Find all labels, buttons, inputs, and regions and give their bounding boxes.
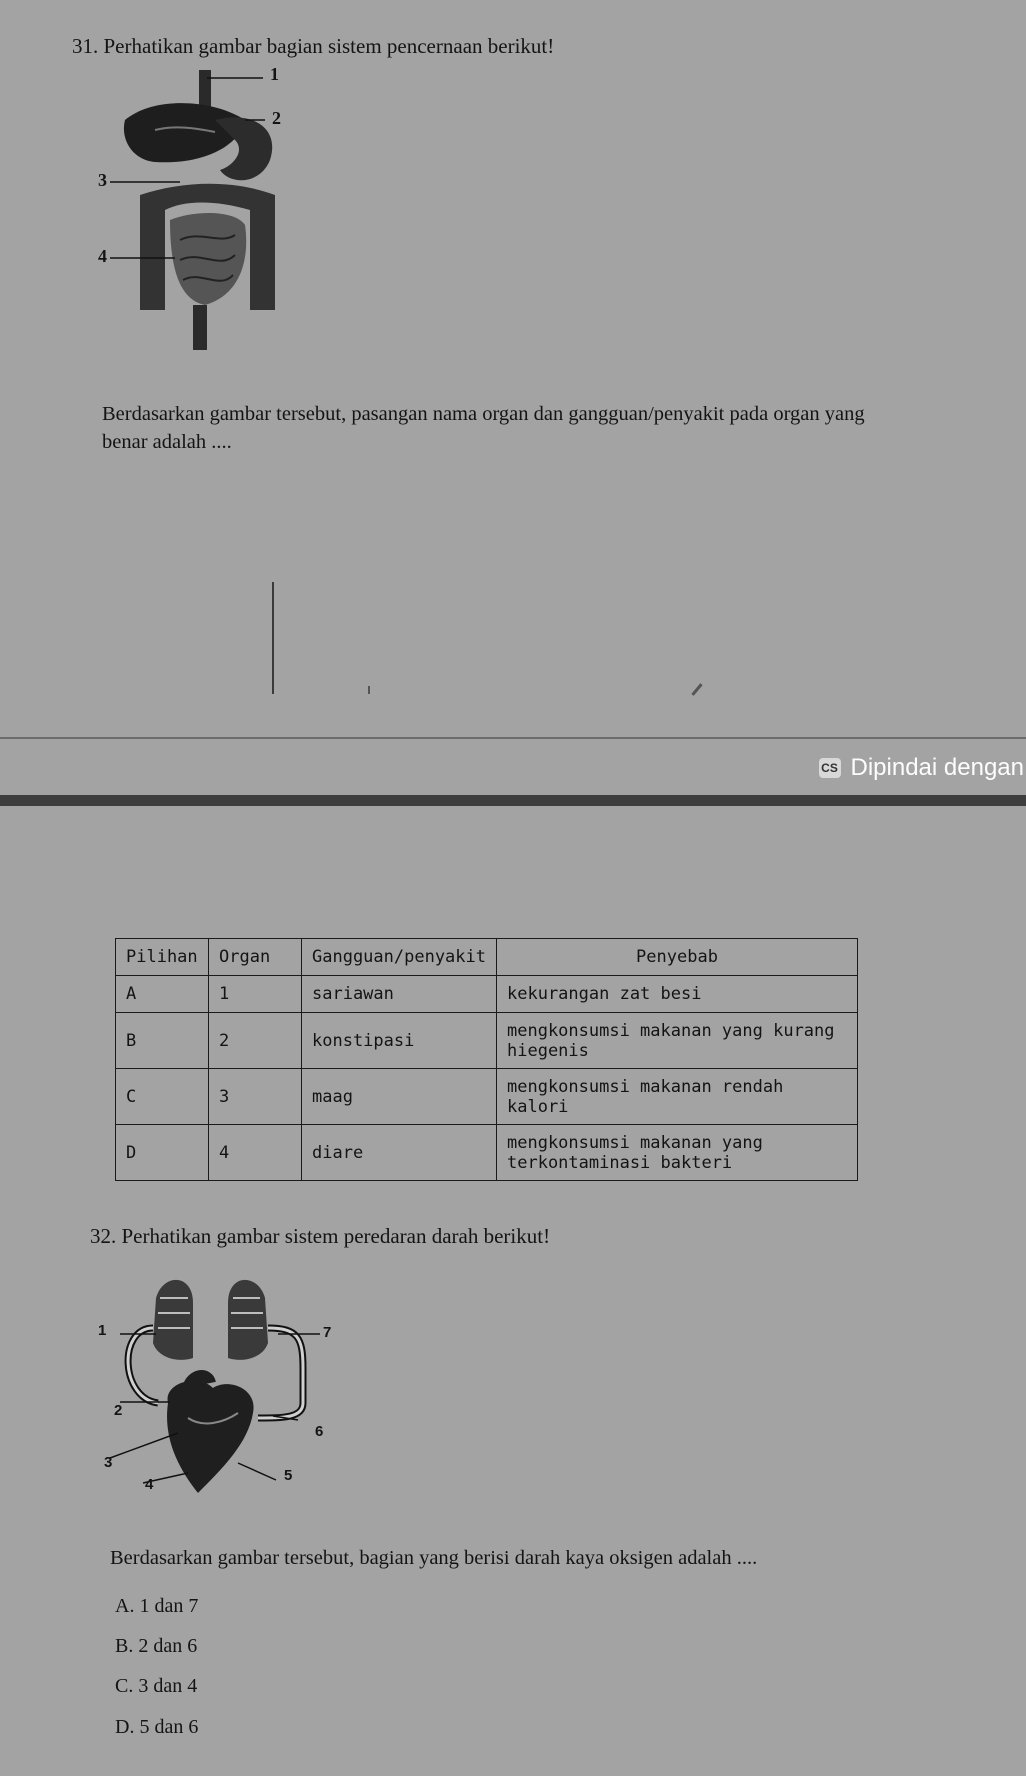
table-cell: sariawan	[302, 976, 497, 1013]
figure-label-3: 3	[98, 170, 107, 190]
question-31-title: 31. Perhatikan gambar bagian sistem pencernaan berikut!	[72, 34, 555, 58]
figure-label-4: 4	[98, 246, 107, 266]
figure-label-2: 2	[272, 108, 281, 128]
scan-artifact-line	[272, 582, 274, 694]
question-31-text-line-2: benar adalah ....	[102, 431, 232, 453]
option-c: C. 3 dan 4	[115, 1675, 198, 1697]
figure-label-7: 7	[323, 1324, 332, 1341]
option-d: D. 5 dan 6	[115, 1716, 199, 1738]
table-cell: mengkonsumsi makanan yang kurang hiegenis	[497, 1013, 858, 1069]
table-cell: 2	[209, 1013, 302, 1069]
table-cell: mengkonsumsi makanan rendah kalori	[497, 1069, 858, 1125]
answer-table-container	[115, 938, 858, 1181]
question-32-title: 32. Perhatikan gambar sistem peredaran darah berikut!	[90, 1224, 551, 1248]
digestive-system-figure	[95, 64, 325, 355]
scanner-watermark	[819, 754, 1024, 782]
figure-label-6: 6	[315, 1423, 324, 1440]
table-header-cell: Gangguan/penyakit	[302, 939, 497, 976]
answer-options-table	[115, 938, 858, 1181]
table-cell: B	[116, 1013, 209, 1069]
option-b: B. 2 dan 6	[115, 1635, 198, 1657]
figure-label-2: 2	[114, 1402, 123, 1419]
table-header-cell: Penyebab	[497, 939, 858, 976]
table-cell: mengkonsumsi makanan yang terkontaminasi bakteri	[497, 1125, 858, 1181]
figure-label-4: 4	[145, 1476, 154, 1493]
table-cell: konstipasi	[302, 1013, 497, 1069]
question-32-text: Berdasarkan gambar tersebut, bagian yang berisi darah kaya oksigen adalah ....	[110, 1547, 758, 1569]
table-cell: 3	[209, 1069, 302, 1125]
table-row	[116, 1013, 858, 1069]
option-a: A. 1 dan 7	[115, 1595, 199, 1617]
table-header-cell: Organ	[209, 939, 302, 976]
scan-speck	[691, 683, 702, 696]
table-cell: maag	[302, 1069, 497, 1125]
table-cell: diare	[302, 1125, 497, 1181]
figure-label-3: 3	[104, 1454, 113, 1471]
table-cell: C	[116, 1069, 209, 1125]
table-cell: 4	[209, 1125, 302, 1181]
scan-divider	[0, 737, 1026, 739]
table-cell: A	[116, 976, 209, 1013]
question-31-text-line-1: Berdasarkan gambar tersebut, pasangan nama organ dan gangguan/penyakit pada organ yang	[102, 403, 865, 425]
camscanner-logo: CS	[819, 758, 841, 778]
figure-label-1: 1	[270, 64, 279, 84]
table-row	[116, 976, 858, 1013]
watermark-text: Dipindai dengan	[850, 754, 1024, 781]
table-row	[116, 1069, 858, 1125]
table-header-cell: Pilihan	[116, 939, 209, 976]
table-row	[116, 1125, 858, 1181]
figure-label-1: 1	[98, 1322, 107, 1339]
figure-label-5: 5	[284, 1467, 293, 1484]
table-cell: kekurangan zat besi	[497, 976, 858, 1013]
table-header-row	[116, 939, 858, 976]
circulatory-system-figure	[98, 1268, 338, 1513]
table-cell: D	[116, 1125, 209, 1181]
page-break-bar	[0, 795, 1026, 806]
scan-speck	[368, 686, 370, 694]
table-cell: 1	[209, 976, 302, 1013]
